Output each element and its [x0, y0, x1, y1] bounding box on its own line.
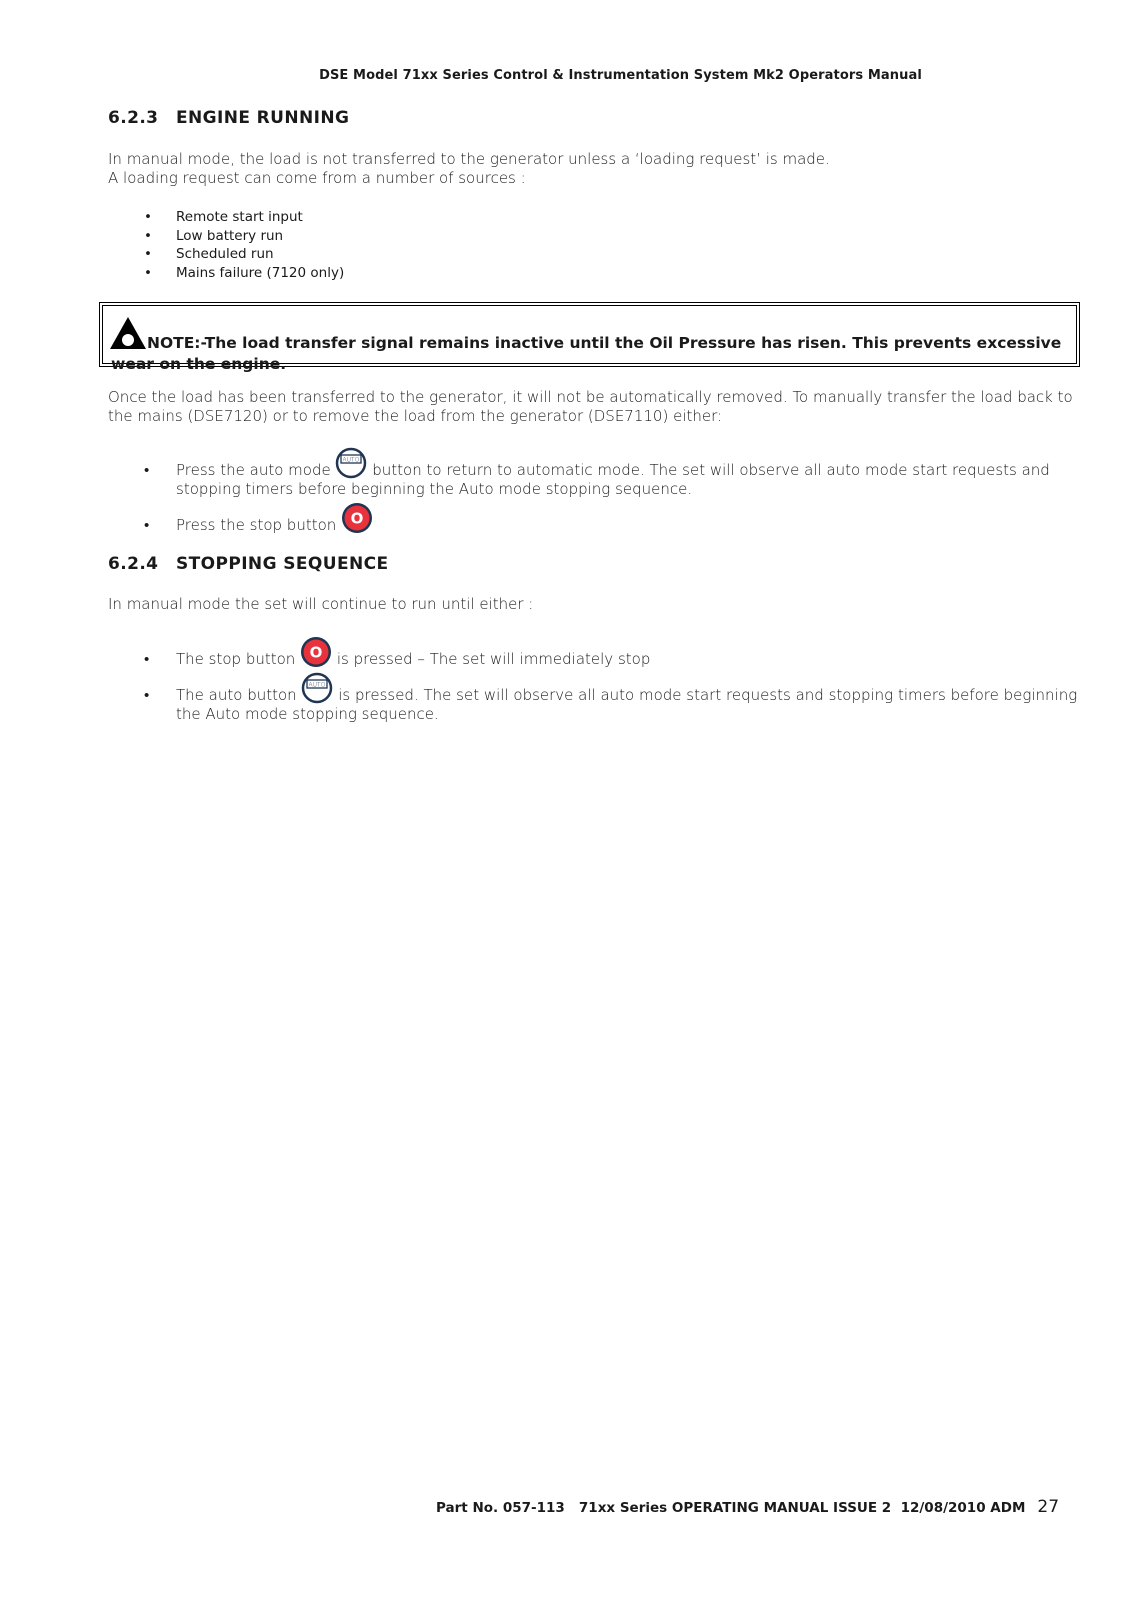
list-item — [108, 643, 1088, 669]
list-item — [108, 456, 1088, 499]
item2-post: is pressed. The set will observe all auto mode start requests and stopping timers before beginning the Auto mode stopping sequence. — [176, 686, 1078, 723]
list-item — [108, 509, 1088, 535]
stop-button-icon — [300, 643, 332, 669]
item1-post: is pressed – The set will immediately stop — [336, 650, 651, 668]
list-item: • Low battery run — [108, 227, 344, 246]
stop-icon-label: O — [350, 509, 364, 528]
auto-button-icon — [335, 456, 367, 480]
item2-pre: The auto button — [176, 686, 297, 704]
section-title: STOPPING SEQUENCE — [176, 554, 389, 574]
note-text-block — [111, 324, 1073, 375]
sources-list — [108, 208, 344, 282]
list-item: • Scheduled run — [108, 245, 344, 264]
option1-pre: Press the auto mode — [176, 461, 331, 479]
stop-icon-label: O — [309, 643, 323, 662]
warning-icon — [111, 324, 147, 352]
after-note-paragraph: Once the load has been transferred to the generator, it will not be automatically removed. To manually transfer the load back to the mains (DSE7120) or to remove the load from the generator (DSE7110) either: — [108, 388, 1073, 425]
note-text: NOTE:-The load transfer signal remains inactive until the Oil Pressure has risen. This prevents excessive wear on the engine. — [111, 334, 1062, 373]
auto-button-icon — [301, 681, 333, 705]
option1-post: button to return to automatic mode. The set will observe all auto mode start requests and stopping timers before beginning the Auto mode stopping sequence. — [176, 461, 1050, 498]
stopping-intro: In manual mode the set will continue to run until either : — [108, 595, 534, 613]
list-item: • Remote start input — [108, 208, 344, 227]
intro-line-2: A loading request can come from a number of sources : — [108, 169, 526, 187]
header-title: DSE Model 71xx Series Control & Instrumentation System Mk2 Operators Manual — [319, 68, 922, 83]
list-item — [108, 681, 1088, 724]
item1-pre: The stop button — [176, 650, 296, 668]
options-list — [108, 456, 1088, 535]
stopping-list — [108, 643, 1088, 724]
running-header — [0, 68, 1131, 83]
stop-button-icon — [341, 509, 373, 535]
footer-text: Part No. 057-113 71xx Series OPERATING MANUAL ISSUE 2 12/08/2010 ADM — [436, 1500, 1026, 1516]
note-box — [99, 302, 1080, 373]
intro-paragraph — [108, 150, 1088, 188]
section-heading-624 — [108, 554, 388, 574]
section-heading-623 — [108, 108, 349, 128]
page-number: 27 — [1037, 1497, 1060, 1517]
section-number: 6.2.4 — [108, 554, 159, 574]
option2-pre: Press the stop button — [176, 516, 337, 534]
intro-line-1: In manual mode, the load is not transferred to the generator unless a ‘loading request’ is made. — [108, 150, 830, 168]
section-title: ENGINE RUNNING — [176, 108, 350, 128]
page-footer — [436, 1497, 1059, 1517]
section-number: 6.2.3 — [108, 108, 159, 128]
auto-icon-label: AUTO — [343, 456, 360, 464]
auto-icon-label: AUTO — [309, 681, 326, 689]
list-item: • Mains failure (7120 only) — [108, 264, 344, 283]
